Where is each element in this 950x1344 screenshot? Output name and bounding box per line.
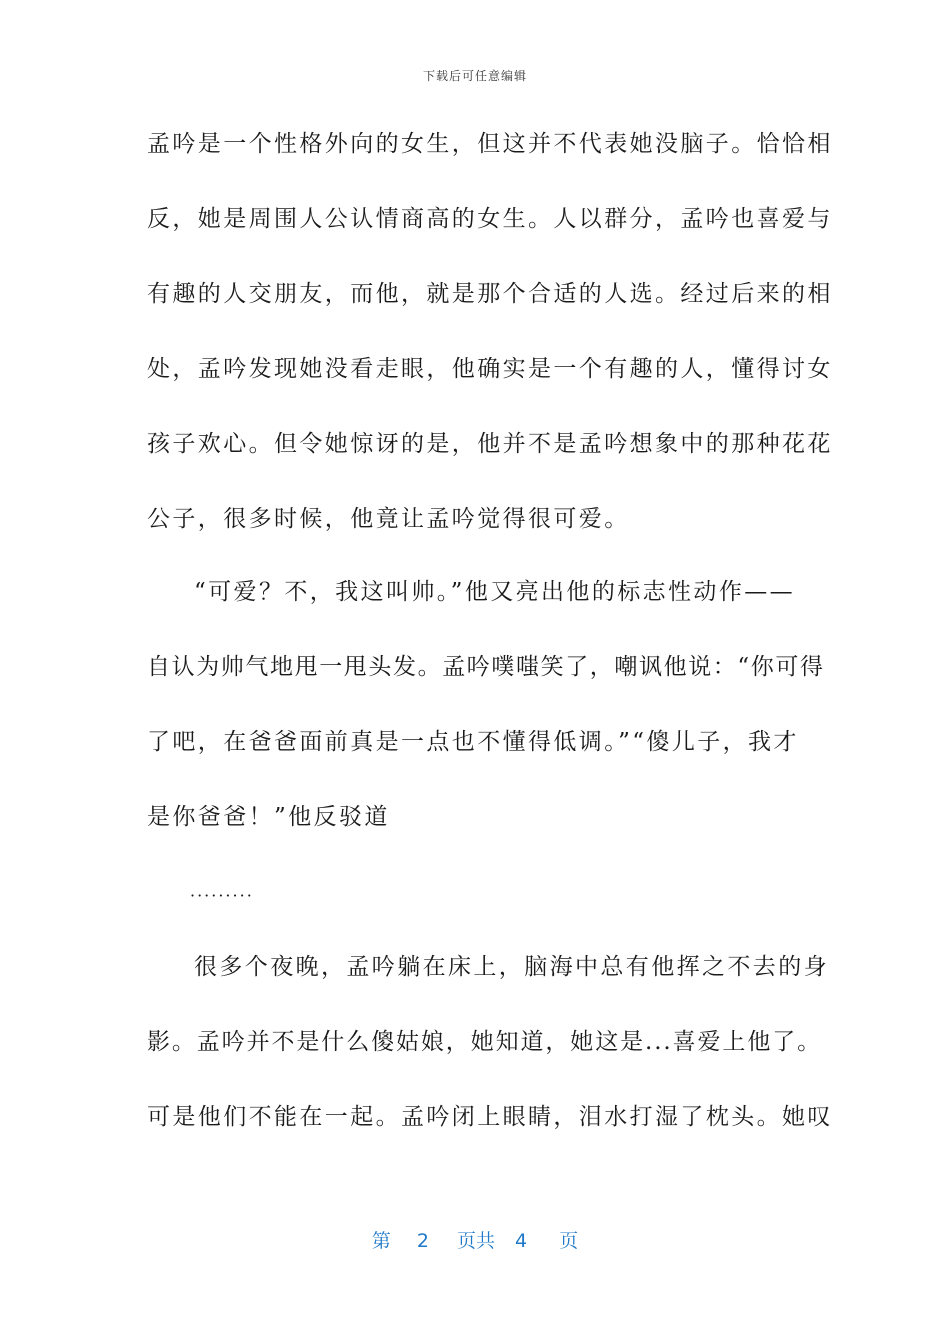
body-line: “可爱？不，我这叫帅。”他又亮出他的标志性动作—— [194, 579, 796, 605]
page-footer [0, 1226, 950, 1253]
body-line: 孩子欢心。但令她惊讶的是，他并不是孟吟想象中的那种花花 [147, 431, 833, 457]
total-page-number: 4 [515, 1230, 528, 1252]
page-header-note: 下载后可任意编辑 [422, 69, 527, 83]
body-line: 孟吟是一个性格外向的女生，但这并不代表她没脑子。恰恰相 [147, 131, 833, 157]
body-line: 自认为帅气地甩一甩头发。孟吟噗嗤笑了，嘲讽他说：“你可得 [147, 654, 825, 680]
body-line: 处，孟吟发现她没看走眼，他确实是一个有趣的人，懂得讨女 [147, 356, 833, 382]
body-line: 是你爸爸！”他反驳道 [147, 804, 390, 830]
body-line: 反，她是周围人公认情商高的女生。人以群分，孟吟也喜爱与 [147, 206, 833, 232]
page-label-prefix: 第 [371, 1230, 391, 1252]
page-label-middle: 页共 [456, 1230, 495, 1252]
body-line: 有趣的人交朋友，而他，就是那个合适的人选。经过后来的相 [147, 281, 833, 307]
ellipsis-separator: ········· [190, 886, 254, 905]
current-page-number: 2 [416, 1230, 429, 1252]
page-label-suffix: 页 [559, 1230, 579, 1252]
body-line: 可是他们不能在一起。孟吟闭上眼睛，泪水打湿了枕头。她叹 [147, 1104, 833, 1130]
body-line: 了吧，在爸爸面前真是一点也不懂得低调。”“傻儿子，我才 [147, 729, 799, 755]
body-line: 很多个夜晚，孟吟躺在床上，脑海中总有他挥之不去的身 [194, 954, 829, 980]
body-line: 影。孟吟并不是什么傻姑娘，她知道，她这是...喜爱上他了。 [147, 1029, 823, 1055]
body-line: 公子，很多时候，他竟让孟吟觉得很可爱。 [147, 506, 630, 532]
